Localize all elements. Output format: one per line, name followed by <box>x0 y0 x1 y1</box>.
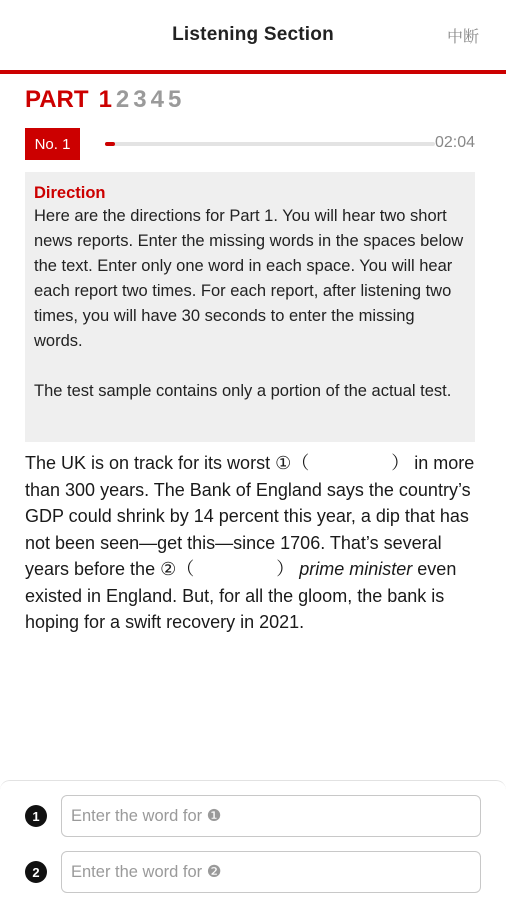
part-label: PART <box>25 86 89 113</box>
page-title: Listening Section <box>172 24 334 45</box>
part-2-tab[interactable]: 2 <box>115 86 130 113</box>
direction-note: The test sample contains only a portion of the actual test. <box>34 382 452 400</box>
passage-part-1: The UK is on track for its worst <box>25 453 271 473</box>
answer-panel <box>0 780 506 901</box>
part-4-tab[interactable]: 4 <box>150 86 164 113</box>
quit-button[interactable]: 中断 <box>446 29 479 46</box>
direction-text: Here are the directions for Part 1. You will hear two short news reports. Enter the missing words in the spaces below the text. Enter only one word in each space. You will hear each report two times. For each report, after listening two times, you will have 30 seconds to enter the missing words. <box>34 207 464 350</box>
direction-box <box>25 172 475 442</box>
audio-progress-fill <box>105 142 115 146</box>
header-divider <box>0 70 506 74</box>
part-3-tab[interactable]: 3 <box>133 86 147 113</box>
part-5-tab[interactable]: 5 <box>168 86 182 113</box>
passage-italic: prime minister <box>299 559 413 579</box>
passage-text: The UK is on track for its worst ①（ ） in more than 300 years. The Bank of England says the country’s GDP could shrink by 14 percent this year, a dip that has not been seen—get this—since 1706. That’s several years before the ②（ ） prime minister even existed in England. But, for all the gloom, the bank is hoping for a swift recovery in 2021. <box>25 453 475 632</box>
direction-title: Direction <box>34 184 106 202</box>
audio-player <box>25 128 475 160</box>
blank-1-marker: ① <box>275 453 292 473</box>
passage-part-2: in more than 300 years. The Bank of England says the country’s GDP could shrink by 14 percent this year, a dip that has not been seen—get this—since 1706. That’s several years before the <box>25 453 475 579</box>
question-number-badge: No. 1 <box>25 128 80 160</box>
passage-part-3: even existed in England. But, for all the gloom, the bank is hoping for a swift recovery in 2021. <box>25 559 457 632</box>
answer-2-input[interactable] <box>61 851 481 893</box>
blank-2-marker: ② <box>160 559 177 579</box>
header-bar <box>0 0 506 70</box>
part-1-tab[interactable]: 1 <box>98 86 112 113</box>
part-selector <box>25 86 185 114</box>
answer-1-input[interactable] <box>61 795 481 837</box>
answer-row-1 <box>25 795 481 837</box>
answer-row-2 <box>25 851 481 893</box>
answer-number-2: 2 <box>25 861 47 883</box>
audio-progress-bar[interactable] <box>105 142 435 146</box>
answer-number-1: 1 <box>25 805 47 827</box>
audio-time: 02:04 <box>434 134 475 151</box>
